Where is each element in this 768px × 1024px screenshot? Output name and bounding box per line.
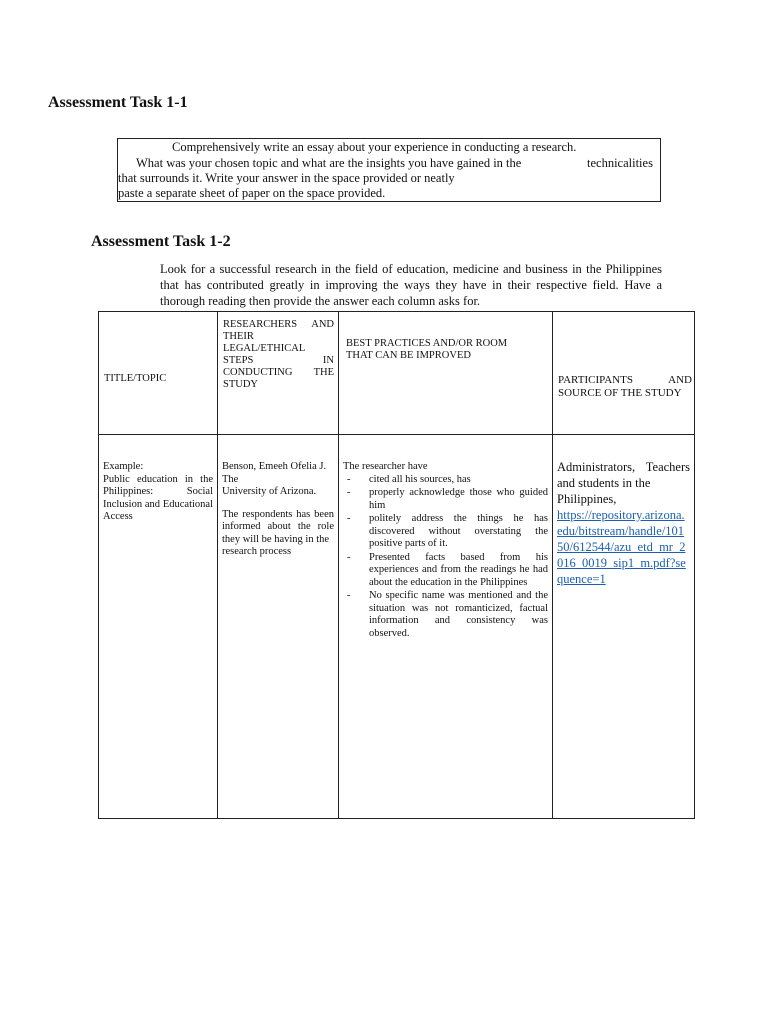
header-participants-label: PARTICIPANTS AND SOURCE OF THE STUDY bbox=[558, 374, 692, 399]
list-item: - Presented facts based from his experiences and from the readings he had about the education in the Philippines bbox=[343, 552, 548, 590]
research-table bbox=[98, 311, 695, 819]
task2-heading: Assessment Task 1-2 bbox=[91, 233, 231, 250]
researcher-ethics-note-end: research process bbox=[222, 546, 292, 557]
researcher-name: Benson, Emeeh Ofelia J. The bbox=[222, 461, 327, 485]
table-header-row bbox=[99, 312, 695, 435]
task1-line-2-end: technicalities bbox=[587, 156, 653, 170]
task2-instructions: Look for a successful research in the field of education, medicine and business in the Philippines that has contributed greatly in improving the ways they have in their respective field. Have a thorough reading then provide the answer each column asks for. bbox=[160, 262, 662, 308]
task1-instructions-box bbox=[117, 138, 661, 202]
task1-line-1: Comprehensively write an essay about your experience in conducting a research. bbox=[172, 140, 577, 154]
header-participants bbox=[553, 312, 695, 435]
task1-line-4: paste a separate sheet of paper on the space provided. bbox=[118, 186, 386, 200]
header-practices bbox=[339, 312, 553, 435]
cell-researchers bbox=[218, 435, 339, 819]
source-link[interactable]: https://repository.arizona.edu/bitstream/handle/10150/612544/azu_etd_mr_2016_0019_sip1_m.pdf?sequence=1 bbox=[557, 508, 686, 586]
header-practices-label: BEST PRACTICES AND/OR ROOM THAT CAN BE IMPROVED bbox=[346, 338, 508, 361]
researcher-university: University of Arizona. bbox=[222, 486, 317, 497]
researcher-ethics-note: The respondents has been informed about the role they will be having in the bbox=[222, 508, 334, 545]
practices-intro: The researcher have bbox=[343, 461, 428, 472]
header-title-topic bbox=[99, 312, 218, 435]
table-row bbox=[99, 435, 695, 819]
list-item: - properly acknowledge those who guided him bbox=[343, 487, 548, 512]
header-title-topic-label: TITLE/TOPIC bbox=[104, 373, 167, 384]
participants-text: Administrators, Teachers and students in the bbox=[557, 460, 690, 490]
task1-line-3: that surrounds it. Write your answer in the space provided or neatly bbox=[118, 171, 455, 185]
cell-title-topic bbox=[99, 435, 218, 819]
cell-participants bbox=[553, 435, 695, 819]
task1-heading: Assessment Task 1-1 bbox=[48, 94, 188, 111]
list-item: - cited all his sources, has bbox=[343, 474, 548, 487]
task1-line-2: What was your chosen topic and what are the insights you have gained in the bbox=[136, 156, 522, 170]
example-title: Public education in the Philippines: Social Inclusion and Educational Access bbox=[103, 473, 213, 522]
example-label: Example: bbox=[103, 461, 144, 472]
list-item: - No specific name was mentioned and the situation was not romanticized, factual information and consistency was observed. bbox=[343, 590, 548, 640]
participants-text-end: Philippines, bbox=[557, 492, 617, 506]
practices-list bbox=[343, 474, 548, 641]
header-researchers bbox=[218, 312, 339, 435]
cell-practices bbox=[339, 435, 553, 819]
header-researchers-label: RESEARCHERS AND THEIR LEGAL/ETHICAL STEPS IN CONDUCTING THE STUDY bbox=[223, 319, 334, 390]
list-item: - politely address the things he has discovered without overstating the positive parts of it. bbox=[343, 513, 548, 551]
